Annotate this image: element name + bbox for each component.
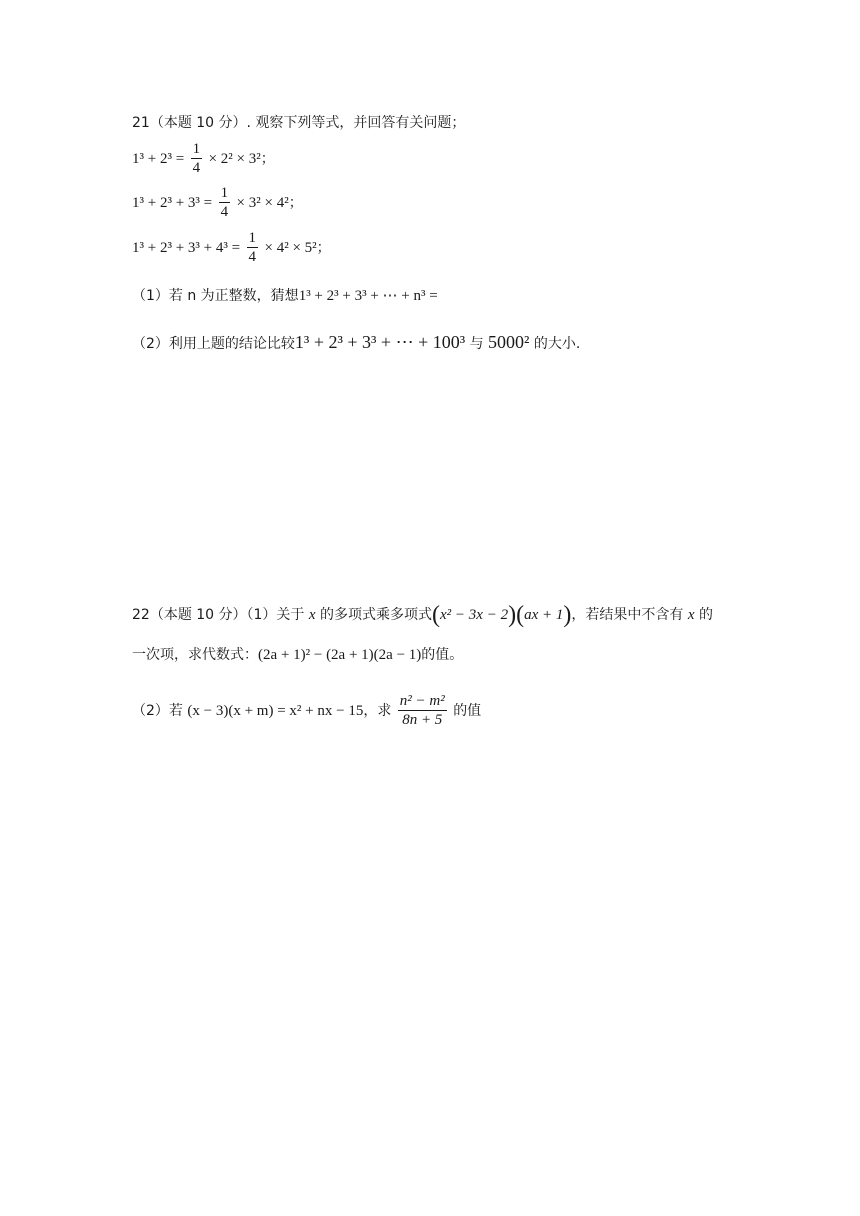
eq1-numerator: 1 bbox=[192, 141, 201, 157]
q21-part2-end: 的大小. bbox=[533, 336, 581, 352]
eq2-lhs: 1³ + 2³ + 3³ = bbox=[132, 195, 213, 211]
q22-line2-math: (2a + 1)² − (2a + 1)(2a − 1) bbox=[258, 647, 422, 663]
q22-part2-mid: ，求 bbox=[363, 703, 392, 719]
eq3-end: ； bbox=[316, 240, 331, 256]
q22-poly-2: ax + 1 bbox=[524, 607, 564, 623]
eq3-fraction bbox=[247, 231, 259, 265]
eq3-numerator: 1 bbox=[248, 230, 257, 246]
q21-part2-number: 5000² bbox=[488, 332, 530, 352]
q22-part2-math: (x − 3)(x + m) = x² + nx − 15 bbox=[187, 703, 364, 719]
q22-header-a: 22（本题 10 分）（1）关于 bbox=[132, 607, 305, 623]
eq1-lhs: 1³ + 2³ = bbox=[132, 151, 185, 167]
q21-part2-text: （2）利用上题的结论比较 bbox=[132, 336, 295, 352]
q21-part2-math: 1³ + 2³ + 3³ + ⋯ + 100³ bbox=[294, 332, 466, 352]
q22-header-variable: x bbox=[308, 607, 316, 623]
q22-header-b: 的多项式乘多项式 bbox=[320, 607, 433, 623]
q22-header-variable-2: x bbox=[687, 607, 695, 623]
q22-line-2 bbox=[132, 648, 463, 663]
eq3-rhs: × 4² × 5² bbox=[264, 240, 317, 256]
q21-equation-1 bbox=[132, 142, 275, 176]
q22-header-d: 的 bbox=[698, 607, 713, 623]
eq3-denominator: 4 bbox=[248, 249, 257, 265]
q21-part2-mid: 与 bbox=[469, 336, 484, 352]
q22-fraction-numerator: n² − m² bbox=[399, 693, 445, 709]
q22-line2-text: 一次项，求代数式： bbox=[132, 647, 258, 663]
q22-line-1 bbox=[132, 603, 713, 627]
q22-poly-1: x² − 3x − 2 bbox=[440, 607, 509, 623]
q21-part1-text: （1）若 n 为正整数，猜想 bbox=[132, 288, 299, 304]
eq3-lhs: 1³ + 2³ + 3³ + 4³ = bbox=[132, 240, 241, 256]
eq2-end: ； bbox=[288, 195, 303, 211]
q22-line2-end: 的值。 bbox=[421, 647, 464, 663]
q22-fraction-denominator: 8n + 5 bbox=[402, 712, 443, 728]
q21-equation-3 bbox=[132, 231, 331, 265]
q21-part-2 bbox=[132, 333, 580, 351]
q21-equation-2 bbox=[132, 186, 303, 220]
eq1-denominator: 4 bbox=[192, 160, 201, 176]
eq2-denominator: 4 bbox=[220, 204, 229, 220]
q22-header-c: ，若结果中不含有 bbox=[571, 607, 684, 623]
q22-paren-close-1: ) bbox=[508, 602, 517, 628]
q21-part-1 bbox=[132, 289, 438, 304]
eq1-rhs: × 2² × 3² bbox=[208, 151, 261, 167]
q22-part2-text: （2）若 bbox=[132, 703, 183, 719]
eq2-numerator: 1 bbox=[220, 185, 229, 201]
q21-part1-math: 1³ + 2³ + 3³ + ⋯ + n³ = bbox=[298, 288, 438, 304]
eq1-end: ； bbox=[260, 151, 275, 167]
eq1-fraction bbox=[191, 142, 203, 176]
q22-fraction bbox=[398, 694, 447, 728]
eq2-rhs: × 3² × 4² bbox=[236, 195, 289, 211]
q22-part2-end: 的值 bbox=[453, 703, 482, 719]
q22-part-2 bbox=[132, 694, 481, 728]
q22-paren-close-2: ) bbox=[563, 602, 572, 628]
q22-paren-open-2: ( bbox=[516, 602, 525, 628]
eq2-fraction bbox=[219, 186, 231, 220]
q22-paren-open-1: ( bbox=[432, 602, 441, 628]
q21-header: 21（本题 10 分）. 观察下列等式，并回答有关问题； bbox=[132, 115, 466, 131]
